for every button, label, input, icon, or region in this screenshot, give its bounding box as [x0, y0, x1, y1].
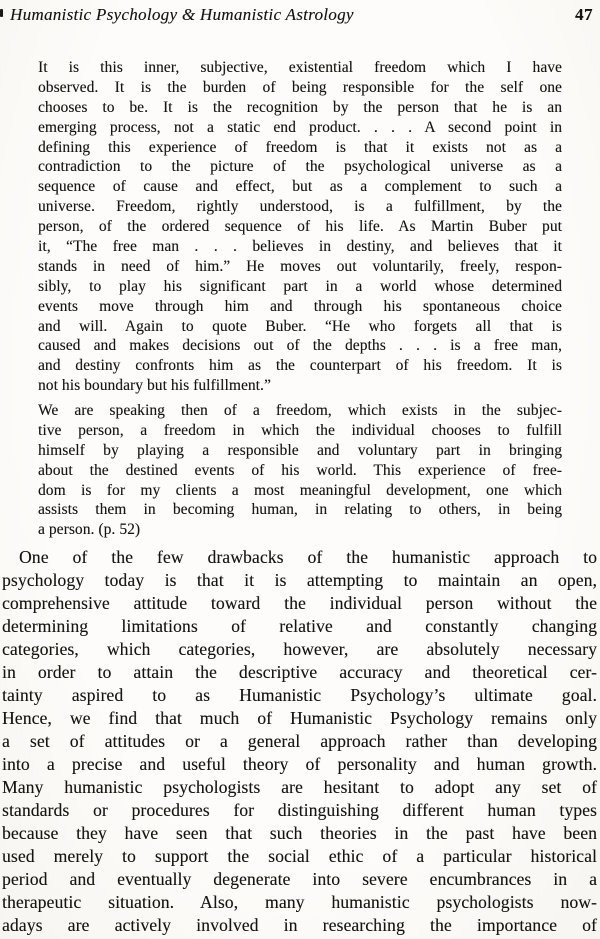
text-line: caused and makes decisions out of the depths . . . is a free man, — [38, 337, 562, 355]
text-line: a person. (p. 52) — [38, 521, 141, 539]
text-line: adays are actively involved in researching the importance of — [2, 915, 597, 935]
text-line: It is this inner, subjective, existential freedom which I have — [38, 59, 562, 76]
text-line: assists them in becoming human, in relating to others, in being — [38, 501, 562, 519]
text-line: and will. Again to quote Buber. “He who forgets all that is — [38, 317, 562, 335]
text-line: in order to attain the descriptive accuracy and theoretical cer- — [2, 662, 597, 682]
scan-artifact-mark — [0, 9, 3, 17]
text-line: sequence of cause and effect, but as a complement to such a — [38, 178, 562, 196]
text-line: Hence, we find that much of Humanistic Psychology remains only — [2, 708, 597, 728]
text-line: chooses to be. It is the recognition by the person that he is an — [38, 98, 562, 116]
page-number: 47 — [575, 5, 593, 24]
text-line: it, “The free man . . . believes in destiny, and believes that it — [38, 238, 562, 256]
text-line: emerging process, not a static end product. . . . A second point in — [38, 118, 562, 136]
block-quote-paragraph-2 — [38, 401, 562, 540]
text-line: because they have seen that such theories in the past have been — [2, 823, 597, 843]
text-line: events move through him and through his spontaneous choice — [38, 297, 562, 315]
text-line: One of the few drawbacks of the humanistic approach to — [19, 547, 597, 567]
text-line: categories, which categories, however, are absolutely necessary — [2, 639, 597, 659]
text-line: himself by playing a responsible and voluntary part in bringing — [38, 441, 562, 459]
text-line: sibly, to play his significant part in a world whose determined — [38, 277, 562, 295]
text-line: defining this experience of freedom is that it exists not as a — [38, 138, 562, 156]
text-line: stands in need of him.” He moves out voluntarily, freely, respon- — [38, 257, 562, 275]
text-line: used merely to support the social ethic of a particular historical — [2, 846, 597, 866]
text-line: person, of the ordered sequence of his life. As Martin Buber put — [38, 218, 562, 236]
text-line: Many humanistic psychologists are hesitant to adopt any set of — [2, 777, 597, 797]
text-line: about the destined events of his world. This experience of free- — [38, 461, 562, 479]
text-line: tive person, a freedom in which the individual chooses to fulfill — [38, 421, 562, 439]
text-line: therapeutic situation. Also, many humanistic psychologists now- — [2, 892, 597, 912]
text-line: dom is for my clients a most meaningful development, one which — [38, 481, 562, 499]
text-line: standards or procedures for distinguishing different human types — [2, 800, 597, 820]
text-line: tainty aspired to as Humanistic Psychology’s ultimate goal. — [2, 685, 597, 705]
text-line: a set of attitudes or a general approach rather than developing — [2, 731, 597, 751]
running-header-title: Humanistic Psychology & Humanistic Astrology — [10, 5, 354, 24]
text-line: not his boundary but his fulfillment.” — [38, 377, 271, 395]
block-quote-paragraph-1 — [38, 58, 562, 396]
text-line: period and eventually degenerate into severe encumbrances in a — [2, 869, 597, 889]
text-line: contradiction to the picture of the psychological universe as a — [38, 158, 562, 176]
text-line: comprehensive attitude toward the individual person without the — [2, 593, 597, 613]
text-line: psychology today is that it is attempting to maintain an open, — [2, 570, 597, 590]
text-line: We are speaking then of a freedom, which exists in the subjec- — [38, 402, 562, 419]
text-line: observed. It is the burden of being responsible for the self one — [38, 78, 562, 96]
running-header — [10, 5, 593, 25]
body-paragraph — [2, 546, 597, 937]
text-line: and destiny confronts him as the counterpart of his freedom. It is — [38, 357, 562, 375]
text-line: determining limitations of relative and constantly changing — [2, 616, 597, 636]
text-line: universe. Freedom, rightly understood, is a fulfillment, by the — [38, 198, 562, 216]
text-line: into a precise and useful theory of personality and human growth. — [2, 754, 597, 774]
